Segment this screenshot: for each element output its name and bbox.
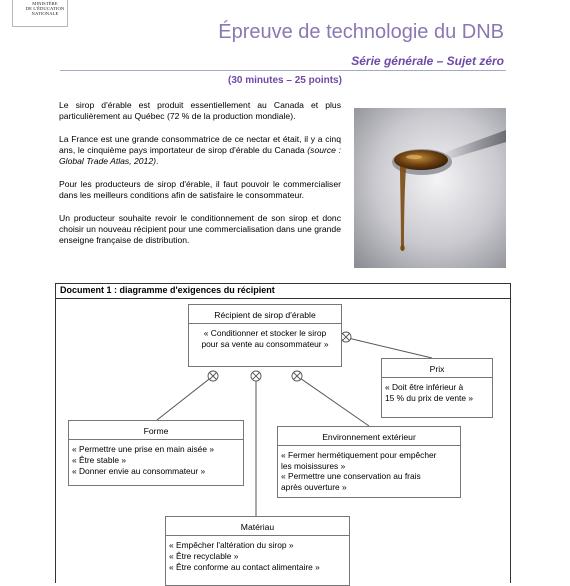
- containment-symbol: [208, 371, 218, 381]
- block-materiau-title: Matériau: [166, 517, 349, 536]
- requirement-line: « Être recyclable »: [169, 551, 239, 561]
- requirement-line: « Être stable »: [72, 455, 127, 465]
- block-environnement-title: Environnement extérieur: [278, 427, 460, 446]
- requirement-line: « Permettre une conservation au frais: [281, 471, 421, 481]
- block-environnement: [277, 426, 461, 498]
- requirement-line: après ouverture »: [281, 481, 347, 492]
- logo-line: MINISTÈRE: [32, 1, 58, 6]
- document-1-title: Document 1 : diagramme d'exigences du récipient: [60, 285, 275, 295]
- requirement-line: les moisissures »: [281, 460, 346, 471]
- exam-duration: (30 minutes – 25 points): [228, 75, 342, 86]
- block-forme-title: Forme: [69, 421, 243, 440]
- intro-paragraph-2-end: .: [155, 156, 159, 166]
- page-subtitle: Série générale – Sujet zéro: [351, 54, 504, 68]
- logo-line: NATIONALE: [31, 11, 59, 17]
- block-forme: [68, 420, 244, 486]
- block-forme-body: [69, 440, 243, 477]
- block-materiau-body: [166, 536, 349, 573]
- requirement-line: « Doit être inférieur à: [385, 382, 464, 392]
- intro-paragraph-2-main: La France est une grande consommatrice de ce nectar et était, il y a cinq ans, le cinquième pays importateur de sirop d'érable du Canada: [59, 134, 341, 155]
- requirement-line: « Fermer hermétiquement pour empêcher: [281, 450, 437, 460]
- containment-symbol: [292, 371, 302, 381]
- requirement-line: « Donner envie au consommateur »: [72, 466, 206, 476]
- requirement-line: pour sa vente au consommateur »: [201, 339, 329, 349]
- requirement-line: « Empêcher l'altération du sirop »: [169, 540, 294, 550]
- block-recipient: [188, 304, 342, 367]
- intro-paragraph-3: Pour les producteurs de sirop d'érable, il faut pouvoir le commercialiser dans les meilleurs conditions afin de satisfaire le consommateur.: [59, 179, 341, 200]
- containment-symbol: [341, 332, 351, 342]
- intro-paragraph-4: Un producteur souhaite revoir le conditionnement de son sirop et donc choisir un nouveau récipient pour une commercialisation dans une grande enseigne française de distribution.: [59, 213, 341, 245]
- block-prix-body: [382, 378, 492, 404]
- intro-source: (source : Global Trade Atlas, 2012): [59, 145, 341, 166]
- block-environnement-body: [278, 446, 460, 492]
- page-title: Épreuve de technologie du DNB: [218, 21, 504, 43]
- requirement-line: « Conditionner et stocker le sirop: [203, 328, 327, 338]
- link-environnement: [297, 376, 369, 426]
- block-recipient-title: Récipient de sirop d'érable: [189, 305, 341, 324]
- requirement-line: « Être conforme au contact alimentaire »: [169, 562, 320, 572]
- block-recipient-body: [189, 324, 341, 350]
- requirement-line: 15 % du prix de vente »: [385, 393, 473, 403]
- link-forme: [157, 376, 213, 420]
- link-prix: [348, 338, 432, 358]
- requirement-line: « Permettre une prise en main aisée »: [72, 444, 214, 454]
- block-prix-title: Prix: [382, 359, 492, 378]
- block-prix: [381, 358, 493, 418]
- containment-symbol: [251, 371, 261, 381]
- intro-paragraph-1: Le sirop d'érable est produit essentiellement au Canada et plus particulièrement au Québec (72 % de la production mondiale).: [59, 100, 341, 121]
- logo-line: DE L'ÉDUCATION: [25, 6, 65, 12]
